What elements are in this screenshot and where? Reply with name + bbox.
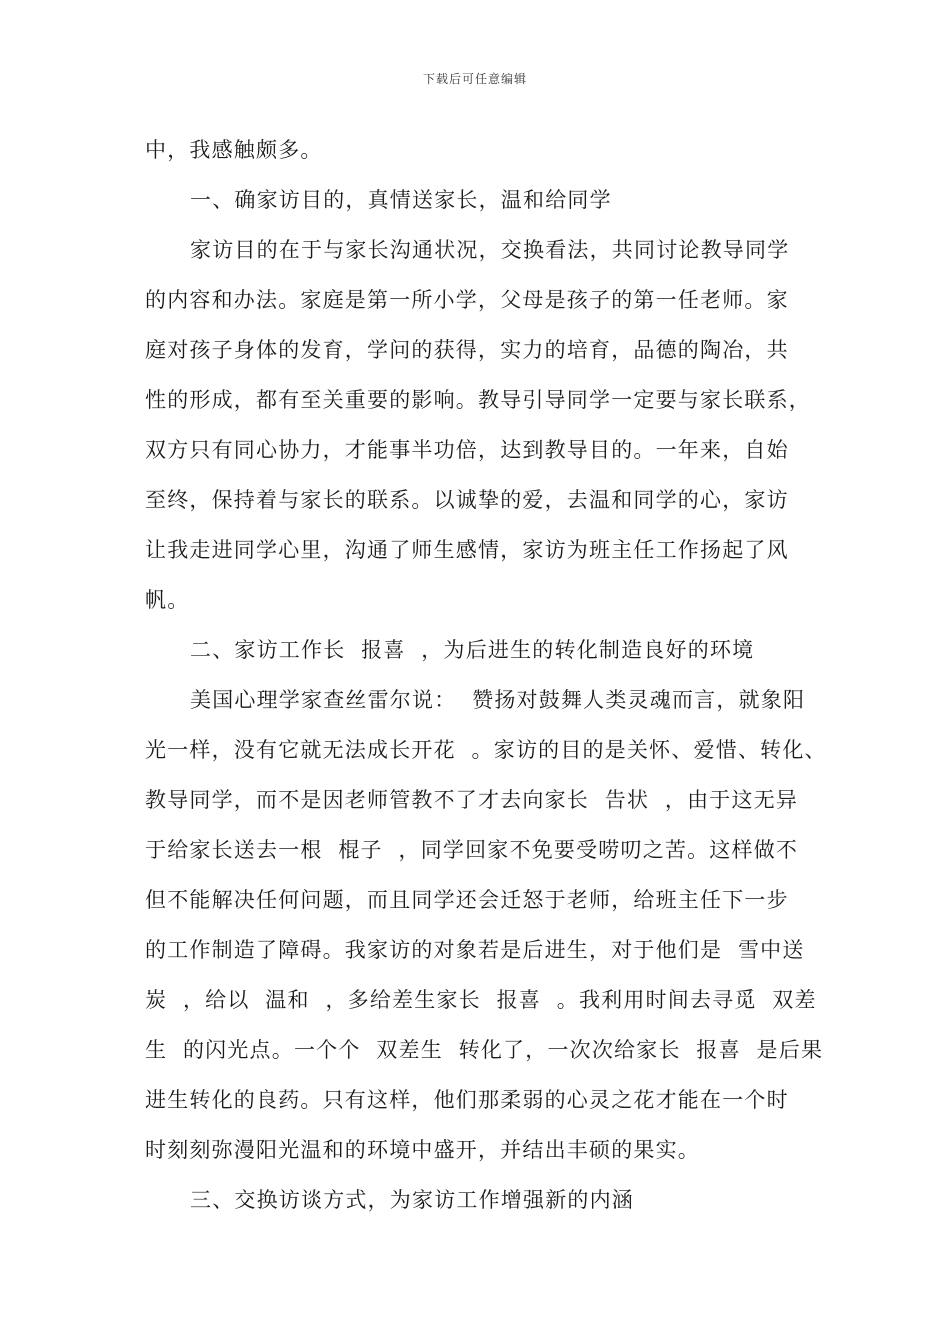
- body-text-line: 至终，保持着与家长的联系。以诚挚的爱，去温和同学的心，家访: [145, 488, 789, 512]
- section-heading-2: 二、家访工作长 报喜 ，为后进生的转化制造良好的环境: [190, 638, 755, 662]
- page-header: 下载后可任意编辑: [422, 72, 527, 86]
- body-text-line: 光一样，没有它就无法成长开花 。家访的目的是关怀、爱惜、转化、: [145, 738, 827, 762]
- section-heading-3: 三、交换访谈方式，为家访工作增强新的内涵: [190, 1188, 634, 1212]
- body-text-line: 生 的闪光点。一个个 双差生 转化了，一次次给家长 报喜 是后果: [145, 1038, 824, 1062]
- body-text-line: 性的形成，都有至关重要的影响。教导引导同学一定要与家长联系，: [145, 388, 811, 412]
- body-text-line: 于给家长送去一根 棍子 ，同学回家不免要受唠叨之苦。这样做不: [145, 838, 799, 862]
- body-text-line: 中，我感触颇多。: [145, 138, 323, 162]
- body-text-line: 帆。: [145, 588, 190, 612]
- body-text-line: 的内容和办法。家庭是第一所小学，父母是孩子的第一任老师。家: [145, 288, 789, 312]
- body-text-line: 时刻刻弥漫阳光温和的环境中盛开，并结出丰硕的果实。: [145, 1138, 700, 1162]
- body-text-line: 让我走进同学心里，沟通了师生感情，家访为班主任工作扬起了风: [145, 538, 789, 562]
- section-heading-1: 一、确家访目的，真情送家长，温和给同学: [190, 188, 612, 212]
- body-text-line: 教导同学，而不是因老师管教不了才去向家长 告状 ，由于这无异: [145, 788, 799, 812]
- body-text-line: 双方只有同心协力，才能事半功倍，达到教导目的。一年来，自始: [145, 438, 789, 462]
- body-text-line: 进生转化的良药。只有这样，他们那柔弱的心灵之花才能在一个时: [145, 1088, 789, 1112]
- body-text-line: 庭对孩子身体的发育，学问的获得，实力的培育，品德的陶冶，共: [145, 338, 789, 362]
- body-text-line: 美国心理学家查丝雷尔说： 赞扬对鼓舞人类灵魂而言，就象阳: [190, 688, 806, 712]
- body-text-line: 炭 ，给以 温和 ，多给差生家长 报喜 。我利用时间去寻觅 双差: [145, 988, 817, 1012]
- body-text-line: 的工作制造了障碍。我家访的对象若是后进生，对于他们是 雪中送: [145, 938, 805, 962]
- body-text-line: 家访目的在于与家长沟通状况，交换看法，共同讨论教导同学: [190, 238, 790, 262]
- body-text-line: 但不能解决任何问题，而且同学还会迁怒于老师，给班主任下一步: [145, 888, 789, 912]
